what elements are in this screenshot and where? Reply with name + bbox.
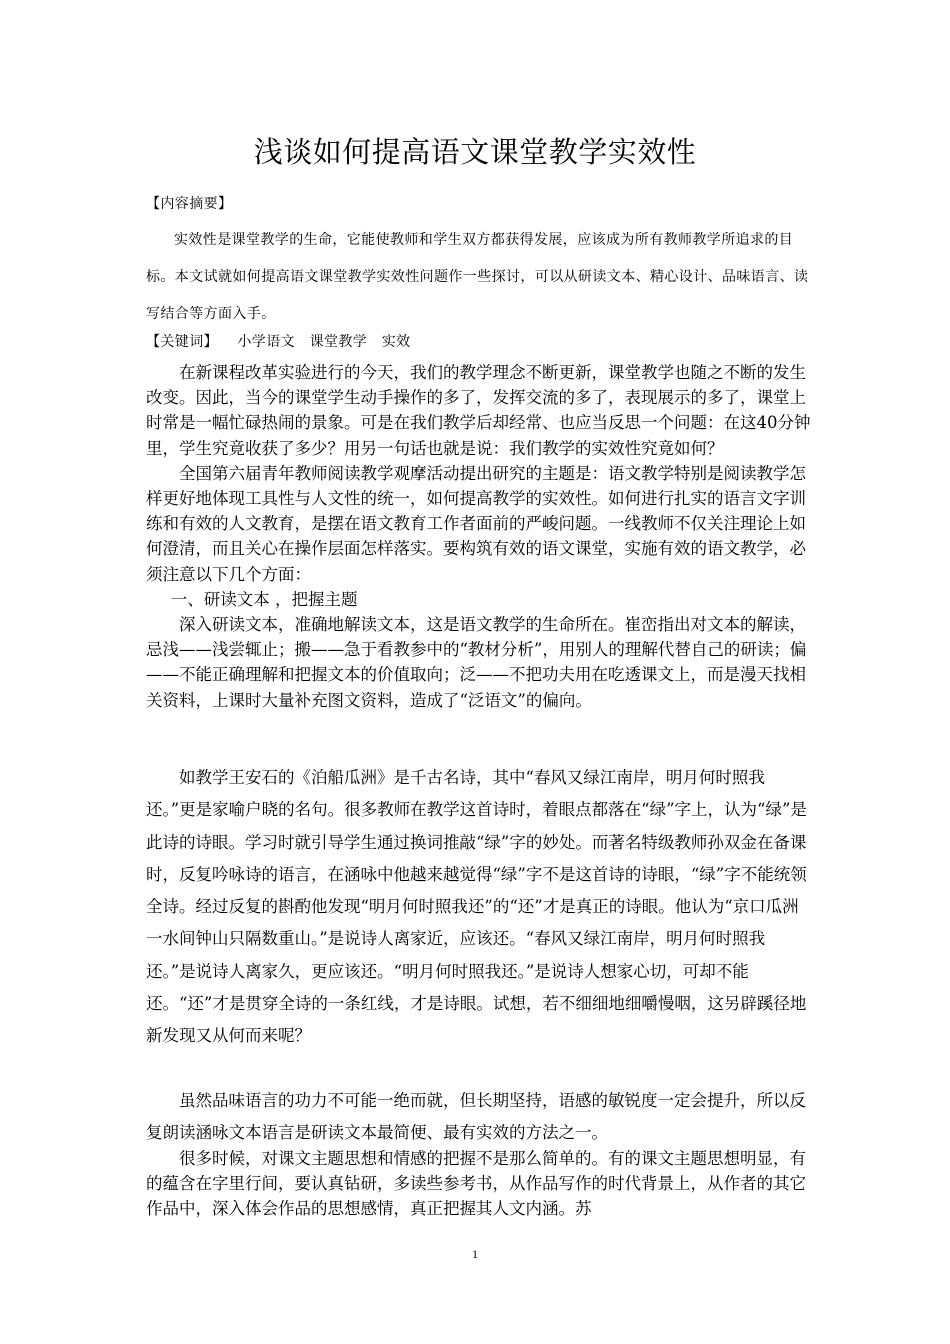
keyword-1: 小学语文 [237,334,296,350]
keywords-label: 【关键词】 [146,334,218,350]
paragraph-language: 虽然品味语言的功力不可能一绝而就，但长期坚持，语感的敏锐度一定会提升，所以反复朗读涵咏文本语言是研读文本最简便、最有实效的方法之一。 [146,1091,806,1143]
body-block-1 [146,360,814,713]
keyword-3: 实效 [381,334,411,350]
keyword-2: 课堂教学 [309,334,368,350]
keywords-line [146,330,411,354]
paragraph-intro: 在新课程改革实验进行的今天，我们的教学理念不断更新，课堂教学也随之不断的发生改变。因此，当今的课堂学生动手操作的多了，发挥交流的多了，表现展示的多了，课堂上时常是一幅忙碌热闹的景象。可是在我们教学后却经常、也应当反思一个问题：在这40分钟里，学生究竟收获了多少？用另一句话也就是说：我们教学的实效性究竟如何？ [146,363,811,458]
body-block-3 [146,1085,814,1150]
body-block-2 [146,762,814,1053]
paragraph-interpretation: 深入研读文本，准确地解读文本，这是语文教学的生命所在。崔峦指出对文本的解读，忌浅——浅尝辄止；搬——急于看教参中的“教材分析”，用别人的理解代替自己的研读；偏——不能正确理解和把握文本的价值取向；泛——不把功夫用在吃透课文上，而是漫天找相关资料，上课时大量补充图文资料，造成了“泛语文”的偏向。 [146,615,807,710]
abstract-label: 【内容摘要】 [146,196,233,212]
page-number: 1 [472,1247,478,1261]
section-heading-1: 一、研读文本 ，把握主题 [170,589,358,609]
paragraph-theme-grasp: 很多时候，对课文主题思想和情感的把握不是那么简单的。有的课文主题思想明显，有的蕴含在字里行间，要认真钻研，多读些参考书，从作品写作的时代背景上，从作者的其它作品中，深入体会作品的思想感情，真正把握其人文内涵。苏 [146,1149,806,1219]
paragraph-example: 如教学王安石的《泊船瓜洲》是千古名诗，其中“春风又绿江南岸，明月何时照我还。”更是家喻户晓的名句。很多教师在教学这首诗时，着眼点都落在“绿”字上，认为“绿”是此诗的诗眼。学习时就引导学生通过换词推敲“绿”字的妙处。而著名特级教师孙双金在备课时，反复吟咏诗的语言，在涵咏中他越来越觉得“绿”字不是这首诗的诗眼，“绿”字不能统领全诗。经过反复的斟酌他发现“明月何时照我还”的“还”才是真正的诗眼。他认为“京口瓜洲一水间钟山只隔数重山。”是说诗人离家近，应该还。“春风又绿江南岸，明月何时照我还。”是说诗人离家久，更应该还。“明月何时照我还。”是说诗人想家心切，可却不能还。“还”才是贯穿全诗的一条红线，才是诗眼。试想，若不细细地细嚼慢咽，这另辟蹊径地新发现又从何而来呢？ [146,768,807,1046]
body-block-4 [146,1146,814,1222]
page-title: 浅谈如何提高语文课堂教学实效性 [253,135,697,169]
paragraph-theme: 全国第六届青年教师阅读教学观摩活动提出研究的主题是：语文教学特别是阅读教学怎样更好地体现工具性与人文性的统一，如何提高教学的实效性。如何进行扎实的语言文字训练和有效的人文教育，是摆在语文教育工作者面前的严峻问题。一线教师不仅关注理论上如何澄清，而且关心在操作层面怎样落实。要构筑有效的语文课堂，实施有效的语文教学，必须注意以下几个方面： [146,463,806,584]
abstract-text: 实效性是课堂教学的生命，它能使教师和学生双方都获得发展，应该成为所有教师教学所追求的目标。本文试就如何提高语文课堂教学实效性问题作一些探讨，可以从研读文本、精心设计、品味语言、读写结合等方面入手。 [146,232,809,322]
